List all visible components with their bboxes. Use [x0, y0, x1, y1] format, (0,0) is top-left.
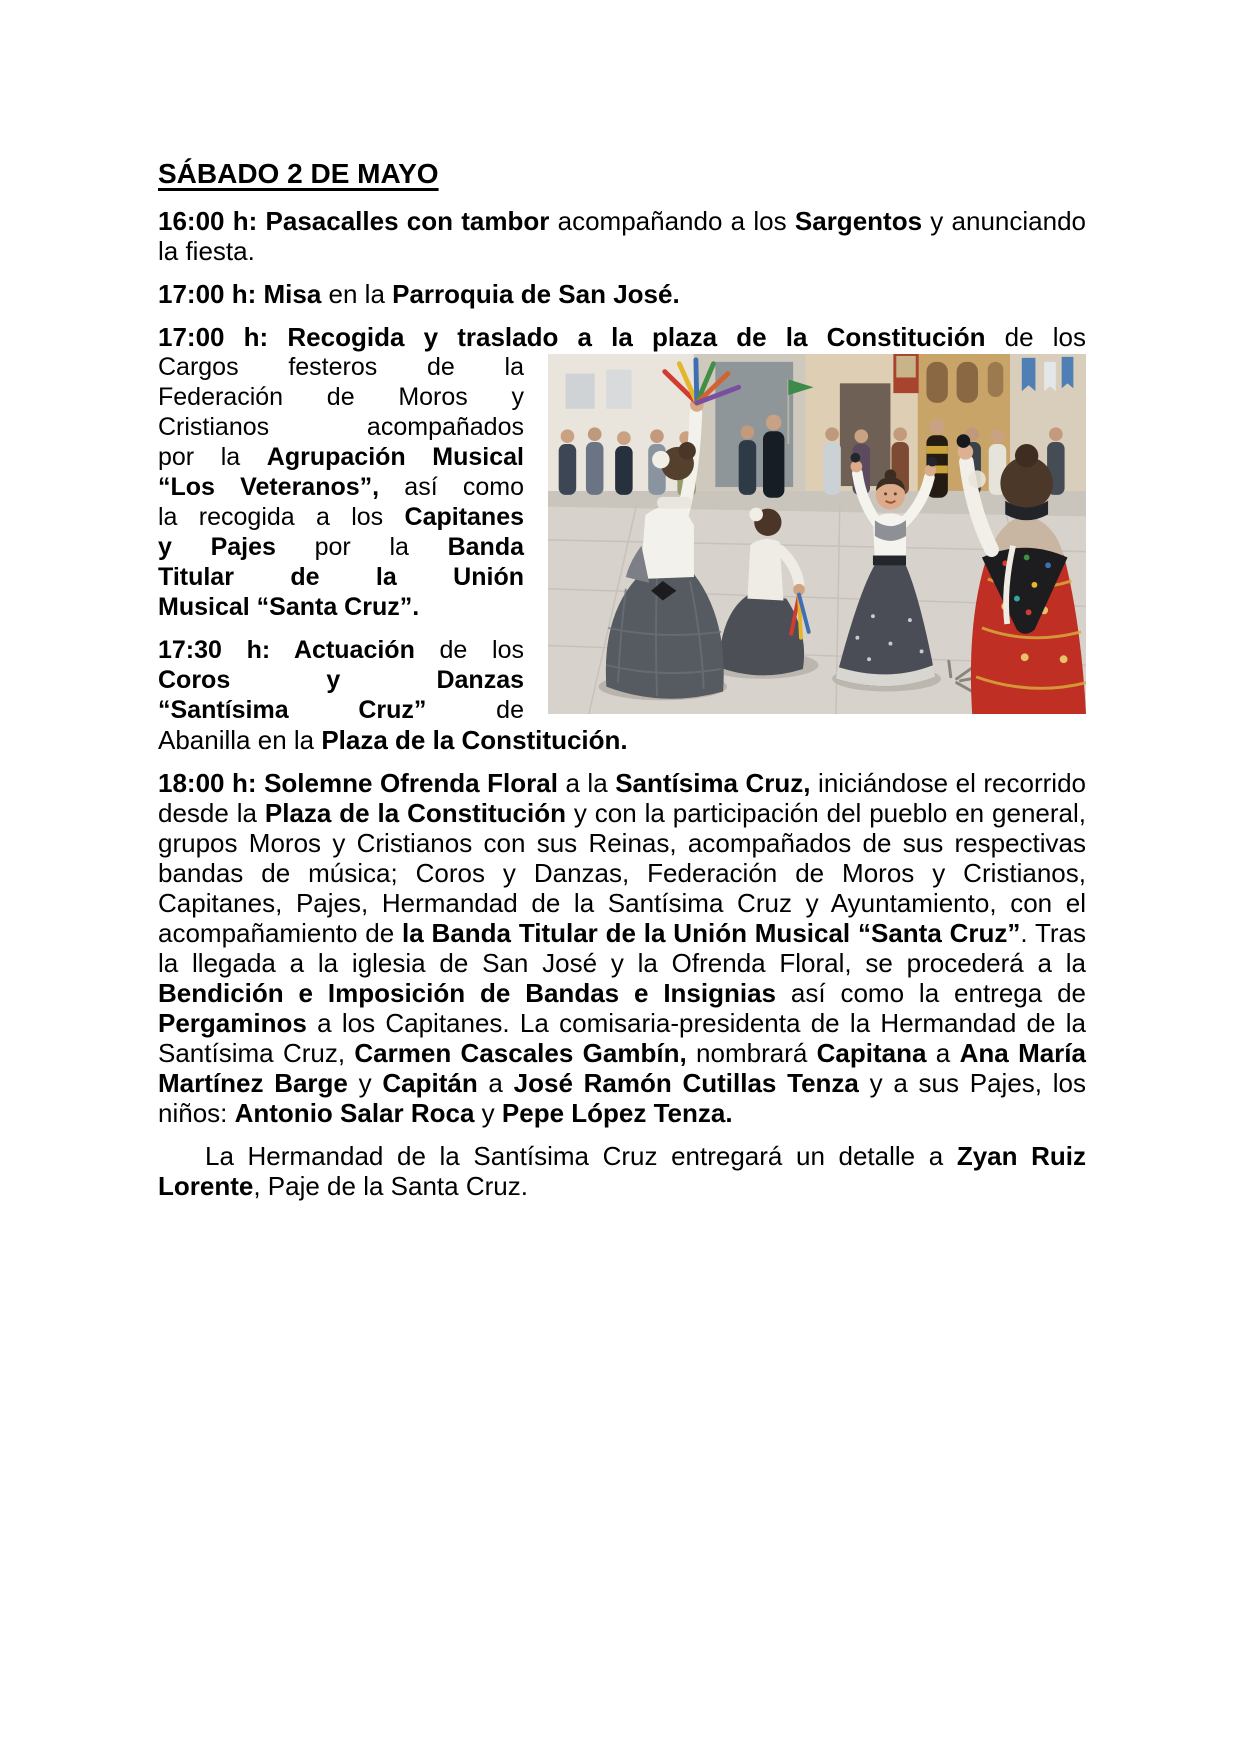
schedule-entry-1700-misa: 17:00 h: Misa en la Parroquia de San José. — [158, 279, 680, 309]
wrap-line-3: Cristianos acompañados — [158, 413, 524, 441]
wrap-line-7: y Pajes por la Banda — [158, 533, 524, 561]
wrap-line-1: Cargos festeros de la — [158, 353, 524, 381]
wrap-line-9: Musical “Santa Cruz”. — [158, 593, 420, 621]
wrap-line-2: Federación de Moros y — [158, 383, 524, 411]
wrap-line-10: 17:30 h: Actuación de los — [158, 636, 524, 664]
schedule-entry-1730-last-line: Abanilla en la Plaza de la Constitución. — [158, 725, 628, 755]
wrap-line-4: por la Agrupación Musical — [158, 443, 524, 471]
wrap-line-11: Coros y Danzas — [158, 666, 524, 694]
wrap-line-6: la recogida a los Capitanes — [158, 503, 524, 531]
dancers-photo-illustration — [548, 354, 1086, 714]
closing-paragraph: La Hermandad de la Santísima Cruz entregará un detalle a Zyan Ruiz Lorente, Paje de la Santa Cruz. — [158, 1141, 1086, 1201]
schedule-entry-1800: 18:00 h: Solemne Ofrenda Floral a la Santísima Cruz, iniciándose el recorrido desde la Plaza de la Constitución y con la participación del pueblo en general, grupos Moros y Cristianos con sus Reinas, acompañados de sus respectivas bandas de música; Coros y Danzas, Federación de Moros y Cristianos, Capitanes, Pajes, Hermandad de la Santísima Cruz y Ayuntamiento, con el acompañamiento de la Banda Titular de la Unión Musical “Santa Cruz”. Tras la llegada a la iglesia de San José y la Ofrenda Floral, se procederá a la Bendición e Imposición de Bandas e Insignias así como la entrega de Pergaminos a los Capitanes. La comisaria-presidenta de la Hermandad de la Santísima Cruz, Carmen Cascales Gambín, nombrará Capitana a Ana María Martínez Barge y Capitán a José Ramón Cutillas Tenza y a sus Pajes, los niños: Antonio Salar Roca y Pepe López Tenza. — [158, 768, 1087, 1128]
schedule-entry-1700-recogida-intro: 17:00 h: Recogida y traslado a la plaza de la Constitución de los — [158, 322, 1087, 352]
wrap-line-8: Titular de la Unión — [158, 563, 524, 591]
dancers-in-plaza-photo — [548, 354, 1086, 714]
schedule-entry-1600: 16:00 h: Pasacalles con tambor acompañando a los Sargentos y anunciando la fiesta. — [158, 206, 1087, 266]
wrap-line-5: “Los Veteranos”, así como — [158, 473, 524, 501]
wrap-line-12: “Santísima Cruz” de — [158, 696, 524, 724]
page-content — [158, 158, 1086, 1214]
photo-text-wrap-section — [158, 352, 1086, 725]
section-title: SÁBADO 2 DE MAYO — [158, 158, 439, 189]
